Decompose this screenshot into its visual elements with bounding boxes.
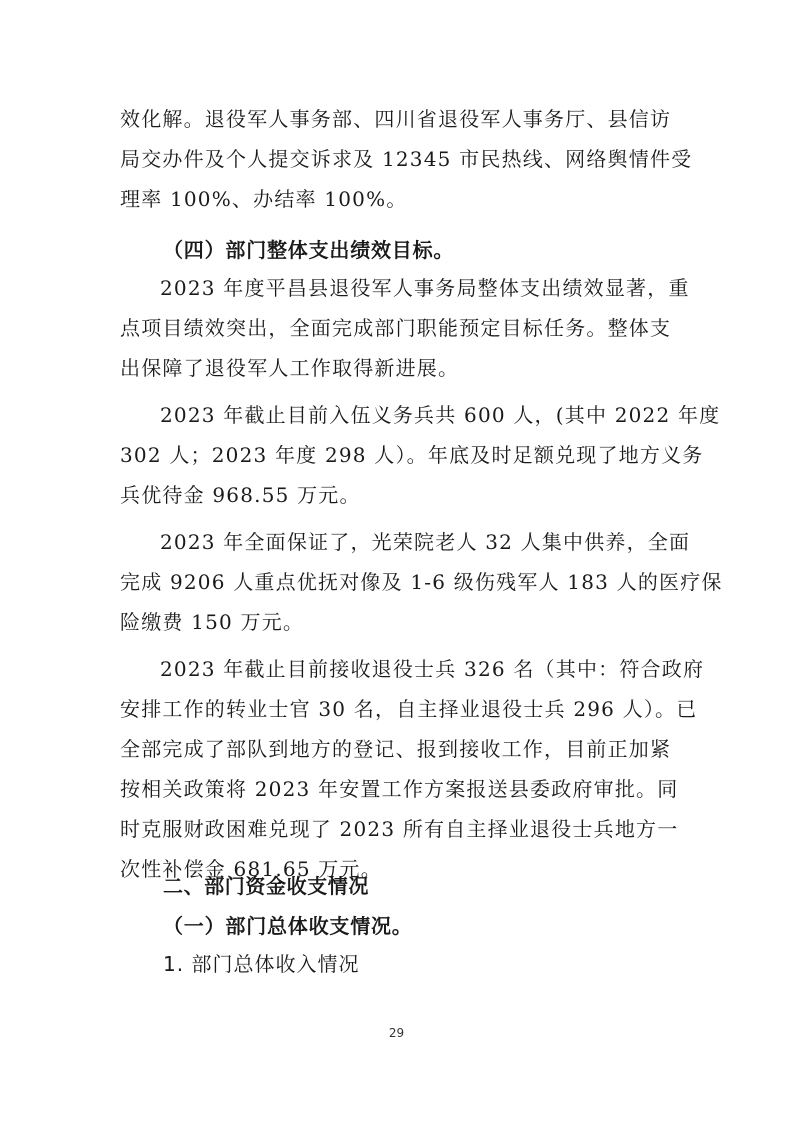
paragraph-3-line-2: 302 人；2023 年度 298 人）。年底及时足额兑现了地方义务 [120, 443, 704, 467]
paragraph-3-line-3: 兵优待金 968.55 万元。 [120, 483, 361, 507]
paragraph-1-line-2: 局交办件及个人提交诉求及 12345 市民热线、网络舆情件受 [120, 147, 693, 171]
section-heading-fund-income-expenditure: 二、部门资金收支情况 [163, 874, 369, 898]
paragraph-5-line-2: 安排工作的转业士官 30 名，自主择业退役士兵 296 人）。已 [120, 697, 698, 721]
paragraph-5-line-6: 次性补偿金 681.65 万元。 [120, 857, 382, 881]
page-number: 29 [388, 1026, 405, 1040]
paragraph-4-line-2: 完成 9206 人重点优抚对像及 1-6 级伤残军人 183 人的医疗保 [120, 570, 723, 594]
paragraph-2-line-3: 出保障了退役军人工作取得新进展。 [120, 356, 460, 380]
paragraph-2-line-2: 点项目绩效突出，全面完成部门职能预定目标任务。整体支 [120, 316, 672, 340]
subheading-overall-income-expenditure: （一）部门总体收支情况。 [163, 914, 413, 938]
paragraph-5-line-3: 全部完成了部队到地方的登记、报到接收工作，目前正加紧 [120, 737, 672, 761]
item-overall-income: 1. 部门总体收入情况 [163, 952, 360, 976]
paragraph-1-line-1: 效化解。退役军人事务部、四川省退役军人事务厅、县信访 [120, 107, 672, 131]
paragraph-1-line-3: 理率 100%、办结率 100%。 [120, 187, 408, 211]
paragraph-5-line-4: 按相关政策将 2023 年安置工作方案报送县委政府审批。同 [120, 777, 679, 801]
paragraph-4-line-1: 2023 年全面保证了，光荣院老人 32 人集中供养，全面 [160, 530, 691, 554]
paragraph-5-line-5: 时克服财政困难兑现了 2023 所有自主择业退役士兵地方一 [120, 817, 679, 841]
paragraph-2-line-1: 2023 年度平昌县退役军人事务局整体支出绩效显著，重 [160, 276, 690, 300]
paragraph-3-line-1: 2023 年截止目前入伍义务兵共 600 人，(其中 2022 年度 [160, 403, 721, 427]
heading-dept-performance-goals: （四）部门整体支出绩效目标。 [163, 238, 455, 262]
paragraph-5-line-1: 2023 年截止目前接收退役士兵 326 名（其中：符合政府 [160, 657, 705, 681]
paragraph-4-line-3: 险缴费 150 万元。 [120, 610, 305, 634]
